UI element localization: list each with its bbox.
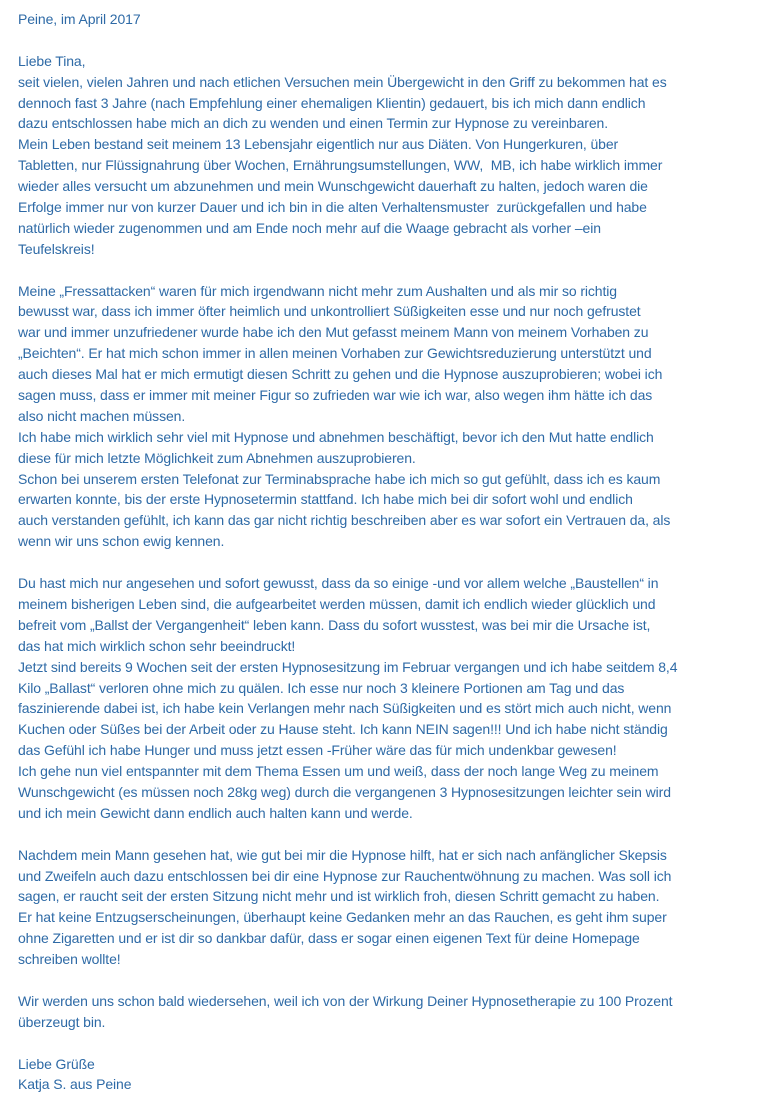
text-line: wenn wir uns schon ewig kennen.: [18, 533, 225, 550]
text-line: faszinierende dabei ist, ich habe kein Verlangen mehr nach Süßigkeiten und es stört mich auch nicht, wenn: [18, 700, 672, 717]
signature-block: [18, 1054, 755, 1095]
text-line: Katja S. aus Peine: [18, 1076, 132, 1093]
blank-line: [18, 260, 755, 281]
text-line: das Gefühl ich habe Hunger und muss jetzt essen -Früher wäre das für mich undenkbar gewesen!: [18, 742, 617, 759]
text-line: Wir werden uns schon bald wiedersehen, weil ich von der Wirkung Deiner Hypnosetherapie zu 100 Prozent: [18, 992, 673, 1009]
text-line: sagen muss, dass er immer mit meiner Figur so zufrieden war wie ich war, also wegen ihm hätte ich das: [18, 387, 653, 404]
text-line: Du hast mich nur angesehen und sofort gewusst, dass da so einige -und vor allem welche „Baustellen“ in: [18, 575, 659, 592]
blank-line: [18, 30, 755, 51]
text-line: und Zweifeln auch dazu entschlossen bei dir eine Hypnose zur Rauchentwöhnung zu machen. Was soll ich: [18, 867, 672, 884]
text-line: Peine, im April 2017: [18, 11, 141, 27]
text-line: wieder alles versucht um abzunehmen und mein Wunschgewicht dauerhaft zu halten, jedoch waren die: [18, 178, 648, 195]
text-line: Liebe Tina,: [18, 52, 86, 69]
text-line: auch verstanden gefühlt, ich kann das gar nicht richtig beschreiben aber es war sofort ein Vertrauen da, als: [18, 512, 671, 529]
text-line: Teufelskreis!: [18, 240, 95, 257]
text-line: Erfolge immer nur von kurzer Dauer und ich bin in die alten Verhaltensmuster zurückgefallen und habe: [18, 199, 647, 216]
text-line: Er hat keine Entzugserscheinungen, überhaupt keine Gedanken mehr an das Rauchen, es geht ihm super: [18, 909, 667, 926]
text-line: Meine „Fressattacken“ waren für mich irgendwann nicht mehr zum Aushalten und als mir so richtig: [18, 282, 617, 299]
text-line: Mein Leben bestand seit meinem 13 Lebensjahr eigentlich nur aus Diäten. Von Hungerkuren, über: [18, 136, 619, 153]
baustellen-paragraph: [18, 573, 755, 824]
text-line: das hat mich wirklich schon sehr beeindruckt!: [18, 637, 296, 654]
text-line: ohne Zigaretten und er ist dir so dankbar dafür, dass er sogar einen eigenen Text für deine Homepage: [18, 930, 640, 947]
blank-line: [18, 552, 755, 573]
text-line: Wunschgewicht (es müssen noch 28kg weg) durch die vergangenen 3 Hypnosesitzungen leichter sein wird: [18, 783, 671, 800]
text-line: natürlich wieder zugenommen und am Ende noch mehr auf die Waage gebracht als vorher –ein: [18, 219, 601, 236]
text-line: Tabletten, nur Flüssignahrung über Wochen, Ernährungsumstellungen, WW, MB, ich habe wirklich immer: [18, 157, 663, 174]
opening-paragraph: [18, 51, 755, 260]
text-line: sagen, er raucht seit der ersten Sitzung nicht mehr und ist wirklich froh, diesen Schritt gemacht zu haben.: [18, 888, 660, 905]
text-line: Schon bei unserem ersten Telefonat zur Terminabsprache habe ich mich so gut gefühlt, dass ich es kaum: [18, 470, 661, 487]
text-line: „Beichten“. Er hat mich schon immer in allen meinen Vorhaben zur Gewichtsreduzierung unterstützt und: [18, 345, 652, 362]
text-line: war und immer unzufriedener wurde habe ich den Mut gefasst meinem Mann von meinem Vorhaben zu: [18, 324, 649, 341]
text-line: befreit vom „Ballst der Vergangenheit“ leben kann. Dass du sofort wusstest, was bei mir die Ursache ist,: [18, 616, 651, 633]
blank-line: [18, 824, 755, 845]
text-line: dennoch fast 3 Jahre (nach Empfehlung einer ehemaligen Klientin) gedauert, bis ich mich dann endlich: [18, 94, 646, 111]
fressattacken-paragraph: [18, 281, 755, 553]
text-line: diese für mich letzte Möglichkeit zum Abnehmen auszuprobieren.: [18, 449, 416, 466]
text-line: seit vielen, vielen Jahren und nach etlichen Versuchen mein Übergewicht in den Griff zu bekommen hat es: [18, 73, 667, 90]
blank-line: [18, 1033, 755, 1054]
text-line: und ich mein Gewicht dann endlich auch halten kann und werde.: [18, 804, 413, 821]
text-line: Ich gehe nun viel entspannter mit dem Thema Essen um und weiß, dass der noch lange Weg zu meinem: [18, 763, 659, 780]
text-line: also nicht machen müssen.: [18, 407, 186, 424]
text-line: meinem bisherigen Leben sind, die aufgearbeitet werden müssen, damit ich endlich wieder glücklich und: [18, 595, 656, 612]
text-line: Ich habe mich wirklich sehr viel mit Hypnose und abnehmen beschäftigt, bevor ich den Mut hatte endlich: [18, 428, 654, 445]
text-line: auch dieses Mal hat er mich ermutigt diesen Schritt zu gehen und die Hypnose auszuprobieren; wobei ich: [18, 366, 663, 383]
date-line: [18, 9, 755, 30]
text-line: Liebe Grüße: [18, 1055, 95, 1072]
text-line: bewusst war, dass ich immer öfter heimlich und unkontrolliert Süßigkeiten esse und nur noch gefrustet: [18, 303, 641, 320]
text-line: Kilo „Ballast“ verloren ohne mich zu quälen. Ich esse nur noch 3 kleinere Portionen am Tag und das: [18, 679, 625, 696]
text-line: dazu entschlossen habe mich an dich zu wenden und einen Termin zur Hypnose zu vereinbaren.: [18, 115, 608, 132]
text-line: schreiben wollte!: [18, 951, 121, 968]
text-line: erwarten konnte, bis der erste Hypnosetermin stattfand. Ich habe mich bei dir sofort wohl und endlich: [18, 491, 633, 508]
text-line: Jetzt sind bereits 9 Wochen seit der ersten Hypnosesitzung im Februar vergangen und ich habe seitdem 8,4: [18, 658, 678, 675]
text-line: überzeugt bin.: [18, 1013, 106, 1030]
ehemann-paragraph: [18, 845, 755, 970]
text-line: Kuchen oder Süßes bei der Arbeit oder zu Hause steht. Ich kann NEIN sagen!!! Und ich habe nicht ständig: [18, 721, 668, 738]
text-line: Nachdem mein Mann gesehen hat, wie gut bei mir die Hypnose hilft, hat er sich nach anfänglicher Skepsis: [18, 846, 667, 863]
blank-line: [18, 970, 755, 991]
schluss-paragraph: [18, 991, 755, 1033]
